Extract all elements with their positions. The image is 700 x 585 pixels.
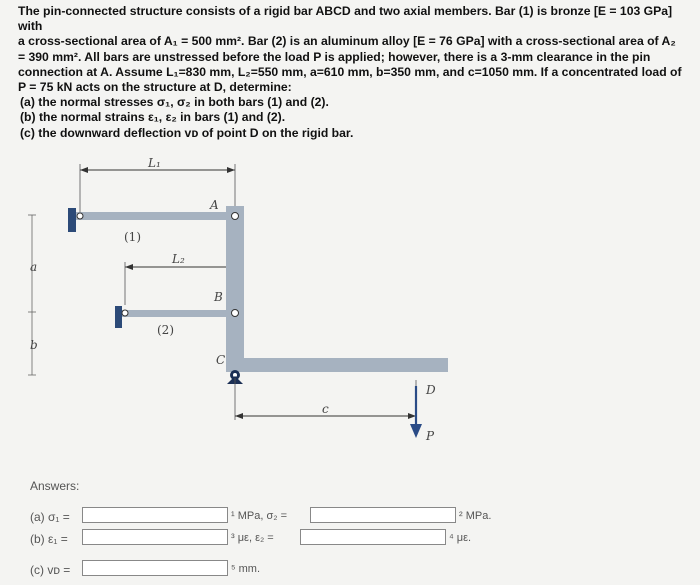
strain2-input[interactable] — [300, 529, 446, 545]
label-b-point: B — [214, 290, 223, 304]
label-a-dim: a — [30, 260, 38, 274]
label-bar-2: (2) — [157, 323, 174, 337]
question-c: (c) the downward deflection vᴅ of point D on the rigid bar. — [20, 125, 354, 140]
label-l1: L₁ — [148, 156, 161, 170]
answer-a-label: (a) σ₁ = — [30, 510, 70, 524]
answer-c-label: (c) vᴅ = — [30, 563, 71, 577]
label-bar-1: (1) — [124, 230, 141, 244]
problem-line: The pin-connected structure consists of a rigid bar ABCD and two axial members. Bar (1) is bronze [E = 103 GPa] with — [18, 4, 673, 34]
strain1-input[interactable] — [82, 529, 228, 545]
answer-c-unit: ⁵ mm. — [231, 563, 260, 575]
structure-figure — [0, 140, 700, 470]
rigid-bar-horizontal — [226, 358, 448, 372]
bar-1 — [76, 212, 234, 220]
answer-a-unit-2: ² MPa. — [459, 510, 492, 522]
answer-row-a — [30, 507, 690, 529]
rigid-bar-vertical — [226, 206, 244, 366]
question-a: (a) the normal stresses σ₁, σ₂ in both bars (1) and (2). — [20, 95, 329, 110]
wall-support-2 — [115, 306, 122, 328]
bar-2 — [122, 310, 234, 317]
question-b: (b) the normal strains ε₁, ε₂ in bars (1) and (2). — [20, 110, 286, 125]
problem-line: connection at A. Assume L₁=830 mm, L₂=550 mm, a=610 mm, b=350 mm, and c=1050 mm. If a concentrated load of — [18, 64, 682, 79]
answer-row-b — [30, 529, 690, 551]
problem-line: P = 75 kN acts on the structure at D, determine: — [18, 80, 292, 95]
answers-heading: Answers: — [30, 479, 80, 493]
label-d-point: D — [426, 383, 436, 397]
label-l2: L₂ — [172, 252, 185, 266]
problem-statement — [18, 4, 694, 141]
answer-a-unit-1: ¹ MPa, σ₂ = — [231, 510, 287, 522]
problem-line: = 390 mm². All bars are unstressed before the load P is applied; however, there is a 3-mm clearance in the pin — [18, 49, 651, 64]
deflection-input[interactable] — [82, 560, 228, 576]
answer-b-unit-1: ³ με, ε₂ = — [231, 532, 274, 544]
label-c-point: C — [216, 353, 226, 367]
label-a-point: A — [210, 198, 219, 212]
wall-support-1 — [68, 208, 76, 232]
label-c-dim: c — [322, 402, 329, 416]
problem-line: a cross-sectional area of A₁ = 500 mm². Bar (2) is an aluminum alloy [E = 76 GPa] with a cross-sectional area of A₂ — [18, 34, 676, 49]
answer-row-c — [30, 560, 690, 582]
answer-b-label: (b) ε₁ = — [30, 532, 68, 546]
answer-b-unit-2: ⁴ με. — [449, 532, 472, 544]
label-b-dim: b — [30, 338, 38, 352]
sigma1-input[interactable] — [82, 507, 228, 523]
structure-diagram — [0, 140, 700, 470]
sigma2-input[interactable] — [310, 507, 456, 523]
label-p-load: P — [426, 429, 435, 443]
